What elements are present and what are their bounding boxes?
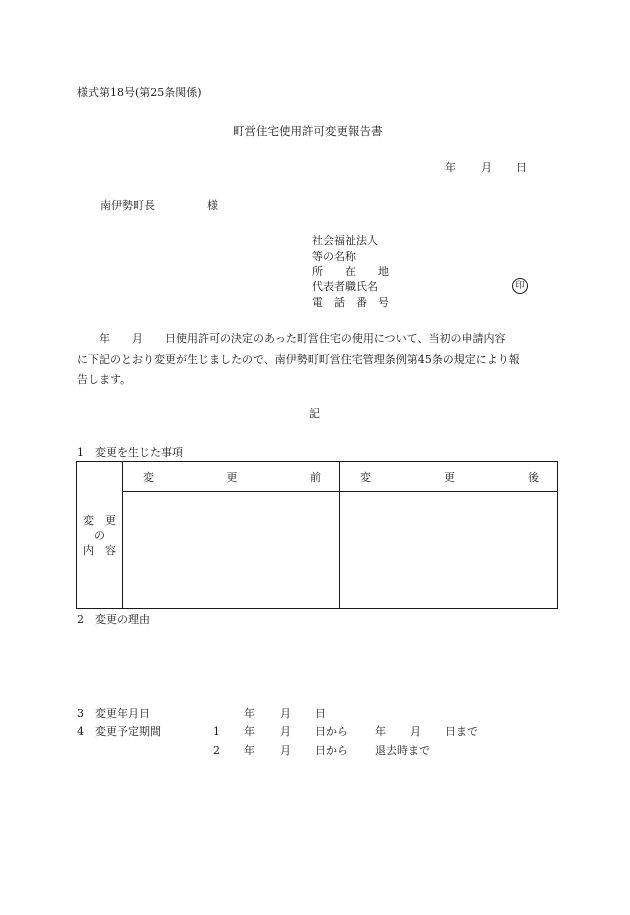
applicant-field-phone: 電 話 番 号: [312, 296, 389, 309]
option-1-number: 1: [213, 725, 220, 738]
date-year-label: 年: [445, 161, 456, 174]
section-3-day: 日: [315, 707, 326, 720]
option-1-year: 年: [244, 725, 255, 738]
option-2-number: 2: [213, 744, 220, 757]
applicant-field-name: 等の名称: [312, 250, 356, 263]
ki-heading: 記: [309, 407, 320, 420]
body-line-1: 年 月 日使用許可の決定のあった町営住宅の使用について、当初の申請内容: [77, 332, 506, 345]
date-month-label: 月: [481, 161, 492, 174]
after-header-char-3: 後: [528, 470, 539, 484]
addressee-name: 南伊勢町長: [100, 199, 155, 212]
option-1-until: 日まで: [445, 725, 478, 738]
option-1-month: 月: [280, 725, 291, 738]
option-1-month-2: 月: [410, 725, 421, 738]
document-title: 町営住宅使用許可変更報告書: [233, 124, 383, 138]
seal-mark: 印: [512, 278, 528, 294]
row-header-cell: [77, 462, 123, 609]
section-1-heading: 1 変更を生じた事項: [77, 446, 183, 459]
option-2-from: 日から: [315, 744, 348, 757]
date-day-label: 日: [516, 161, 527, 174]
form-number: 様式第18号(第25条関係): [77, 86, 202, 99]
option-1-from: 日から: [315, 725, 348, 738]
option-2-month: 月: [280, 744, 291, 757]
option-2-until: 退去時まで: [375, 744, 430, 757]
applicant-field-org-type: 社会福祉法人: [312, 234, 378, 247]
before-header-char-3: 前: [310, 470, 321, 484]
addressee-honorific: 様: [207, 199, 218, 212]
after-content-cell: [340, 492, 558, 609]
section-3-year: 年: [244, 707, 255, 720]
option-2-year: 年: [244, 744, 255, 757]
row-header-line-2: の: [94, 528, 105, 542]
applicant-field-address: 所 在 地: [312, 265, 389, 278]
applicant-field-representative: 代表者職氏名: [312, 280, 378, 293]
row-header-line-1: 変 更: [83, 513, 116, 527]
changes-table: [76, 461, 558, 609]
body-line-2: に下記のとおり変更が生じましたので、南伊勢町町営住宅管理条例第45条の規定により報: [77, 352, 520, 366]
after-header-char-2: 更: [444, 470, 455, 484]
body-line-3: 告します。: [77, 373, 132, 386]
before-header-char-2: 更: [226, 470, 238, 484]
option-1-year-2: 年: [375, 725, 386, 738]
section-3-month: 月: [280, 707, 291, 720]
section-4-heading: 4 変更予定期間: [77, 725, 161, 738]
section-3-heading: 3 変更年月日: [77, 707, 150, 720]
row-header-line-3: 内 容: [83, 543, 116, 557]
before-header-cell: [123, 462, 340, 492]
after-header-char-1: 変: [360, 470, 371, 484]
body-paragraph: [77, 329, 557, 391]
after-header-cell: [340, 462, 558, 492]
before-content-cell: [123, 492, 340, 609]
section-2-heading: 2 変更の理由: [77, 613, 150, 626]
before-header-char-1: 変: [143, 470, 154, 484]
